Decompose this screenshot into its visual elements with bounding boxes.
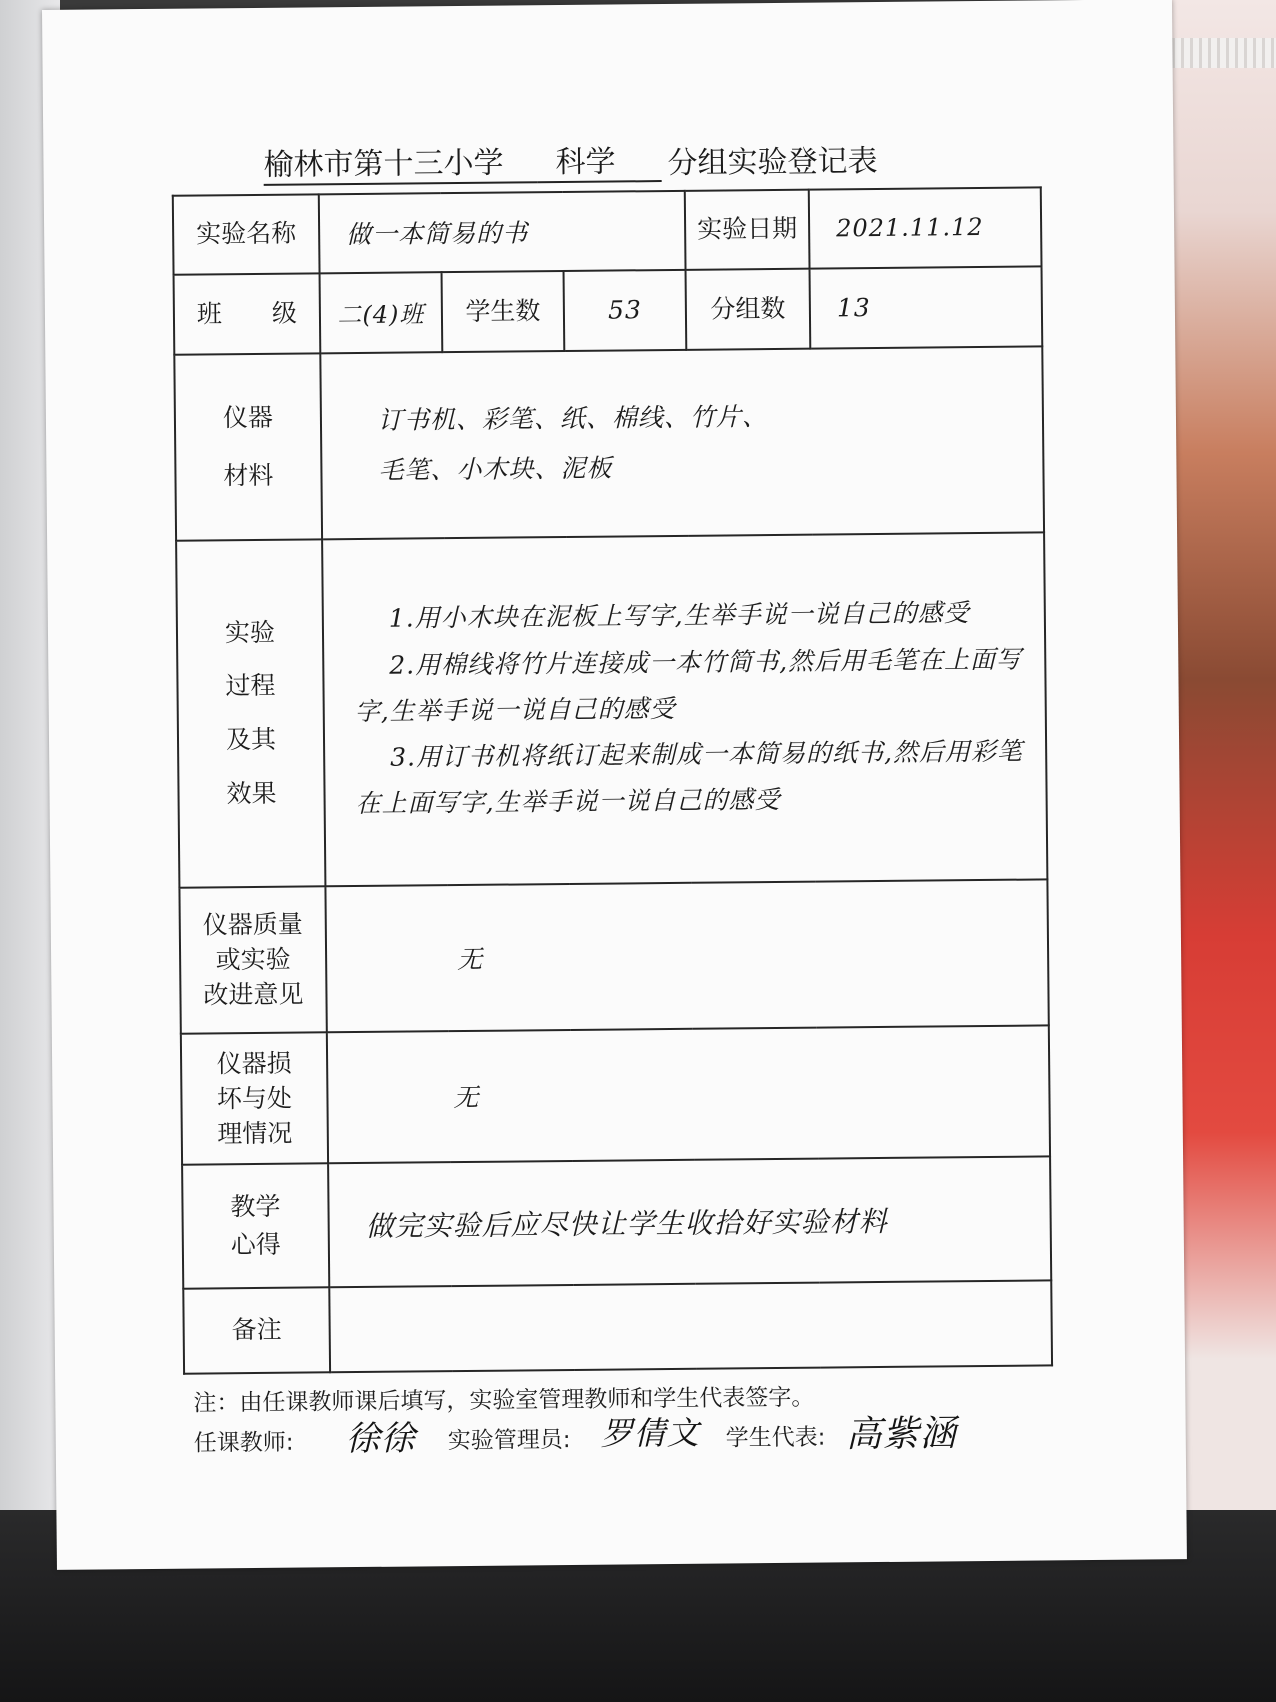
process-label-line1: 实验 bbox=[224, 617, 276, 647]
teaching-label-line2: 心得 bbox=[230, 1229, 281, 1259]
process-step-1: 1.用小木块在泥板上写字,生举手说一说自己的感受 bbox=[388, 598, 970, 634]
equipment-label bbox=[174, 354, 322, 541]
student-count-label: 学生数 bbox=[442, 271, 565, 353]
row-equipment bbox=[174, 347, 1044, 541]
quality-label-line3: 改进意见 bbox=[203, 979, 304, 1010]
experiment-form-table bbox=[172, 186, 1053, 1374]
damage-label-line1: 仪器损 bbox=[216, 1048, 292, 1078]
footer-note: 注：由任课教师课后填写，实验室管理教师和学生代表签字。 bbox=[193, 1384, 815, 1417]
quality-value: 无 bbox=[325, 879, 1048, 1032]
student-rep-label: 学生代表: bbox=[725, 1424, 826, 1452]
row-process bbox=[176, 532, 1047, 887]
process-step-2: 2.用棉线将竹片连接成一本竹简书,然后用毛笔在上面写字,生举手说一说自己的感受 bbox=[354, 644, 1023, 726]
group-count-value: 13 bbox=[810, 266, 1043, 349]
process-value bbox=[322, 532, 1047, 886]
admin-signature: 罗倩文 bbox=[600, 1413, 700, 1453]
equipment-line2: 毛笔、小木块、泥板 bbox=[378, 453, 613, 485]
damage-label-line3: 理情况 bbox=[217, 1118, 293, 1148]
form-name: 分组实验登记表 bbox=[667, 143, 878, 182]
student-rep-signature: 高紫涵 bbox=[845, 1413, 957, 1456]
teacher-label: 任课教师: bbox=[193, 1429, 294, 1457]
form-title bbox=[263, 133, 983, 186]
equipment-label-line2: 材料 bbox=[223, 460, 274, 491]
process-label-line4: 效果 bbox=[226, 778, 277, 809]
admin-label: 实验管理员: bbox=[447, 1426, 571, 1455]
background-cloth-edge bbox=[1166, 38, 1276, 68]
experiment-date-label: 实验日期 bbox=[685, 190, 810, 270]
class-value: 二(4)班 bbox=[320, 272, 443, 354]
quality-label-line2: 或实验 bbox=[215, 944, 291, 975]
damage-label bbox=[181, 1032, 328, 1164]
equipment-label-line1: 仪器 bbox=[222, 402, 274, 432]
group-count-label: 分组数 bbox=[686, 268, 811, 350]
quality-label-line1: 仪器质量 bbox=[202, 909, 303, 940]
teaching-label-line1: 教学 bbox=[230, 1191, 281, 1222]
equipment-line1: 订书机、彩笔、纸、棉线、竹片、 bbox=[377, 401, 769, 435]
teacher-signature: 徐徐 bbox=[345, 1418, 416, 1460]
equipment-value bbox=[320, 347, 1044, 539]
subject-name: 科学 bbox=[537, 136, 661, 183]
row-quality bbox=[179, 879, 1048, 1033]
row-teaching bbox=[182, 1156, 1051, 1289]
paper-sheet bbox=[42, 0, 1187, 1570]
row-remarks bbox=[183, 1280, 1052, 1373]
remarks-value bbox=[329, 1280, 1052, 1372]
row-class bbox=[174, 266, 1043, 355]
row-damage bbox=[181, 1025, 1050, 1164]
damage-label-line2: 坏与处 bbox=[216, 1083, 293, 1113]
process-label bbox=[176, 539, 325, 887]
process-step-3: 3.用订书机将纸订起来制成一本简易的纸书,然后用彩笔在上面写字,生举手说一说自己的感受 bbox=[355, 736, 1024, 819]
teaching-label bbox=[182, 1163, 329, 1289]
experiment-name-value: 做一本简易的书 bbox=[319, 191, 686, 273]
student-count-value: 53 bbox=[564, 269, 687, 351]
process-label-line2: 过程 bbox=[225, 671, 276, 701]
row-experiment-name bbox=[173, 187, 1042, 274]
school-name: 榆林市第十三小学 bbox=[263, 137, 537, 186]
experiment-name-label: 实验名称 bbox=[173, 194, 320, 274]
experiment-date-value: 2021.11.12 bbox=[809, 187, 1042, 268]
damage-value: 无 bbox=[327, 1025, 1050, 1163]
remarks-label: 备注 bbox=[183, 1287, 330, 1374]
process-label-line3: 及其 bbox=[225, 724, 277, 755]
teaching-value: 做完实验后应尽快让学生收拾好实验材料 bbox=[328, 1156, 1051, 1287]
class-label: 班 级 bbox=[174, 273, 321, 355]
quality-label bbox=[179, 886, 326, 1034]
